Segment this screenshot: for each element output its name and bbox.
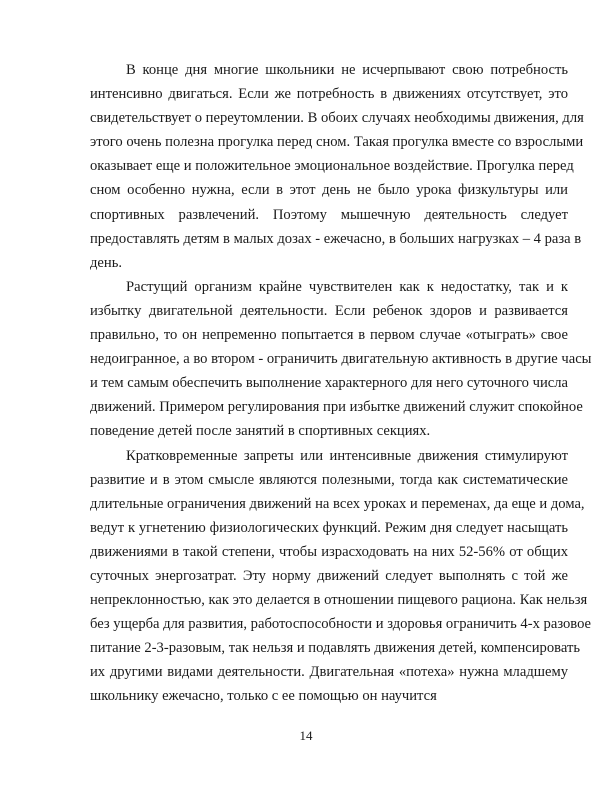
text-line: движениями в такой степени, чтобы израсходовать на них 52-56% от общих	[90, 543, 568, 560]
text-line: поведение детей после занятий в спортивных секциях.	[90, 423, 431, 440]
paragraph-3	[90, 444, 592, 709]
text-line: правильно, то он непременно попытается в первом случае «отыграть» свое	[90, 327, 568, 344]
text-line: оказывает еще и положительное эмоциональное воздействие. Прогулка перед	[90, 158, 574, 175]
text-line: длительные ограничения движений на всех уроках и переменах, да еще и дома,	[90, 495, 585, 512]
text-line: этого очень полезна прогулка перед сном. Такая прогулка вместе со взрослыми	[90, 134, 584, 151]
text-line: Кратковременные запреты или интенсивные движения стимулируют	[126, 447, 568, 464]
text-line: спортивных развлечений. Поэтому мышечную деятельность следует	[90, 206, 568, 223]
text-line: питание 2-3-разовым, так нельзя и подавлять движения детей, компенсировать	[90, 640, 580, 657]
text-line: недоигранное, а во втором - ограничить двигательную активность в другие часы	[90, 351, 592, 368]
text-line: день.	[90, 254, 123, 271]
text-line: В конце дня многие школьники не исчерпывают свою потребность	[126, 62, 568, 78]
text-line: ведут к угнетению физиологических функций. Режим дня следует насыщать	[90, 519, 568, 536]
text-line: их другими видами деятельности. Двигательная «потеха» нужна младшему	[90, 664, 568, 681]
text-line: предоставлять детям в малых дозах - ежечасно, в больших нагрузках – 4 раза в	[90, 230, 582, 247]
text-line: свидетельствует о переутомлении. В обоих случаях необходимы движения, для	[90, 110, 584, 127]
text-line: без ущерба для развития, работоспособности и здоровья ограничить 4-х разовое	[90, 616, 592, 633]
text-line: и тем самым обеспечить выполнение характерного для него суточного числа	[90, 375, 568, 392]
text-line: движений. Примером регулирования при избытке движений служит спокойное	[90, 399, 583, 416]
body-text	[90, 58, 592, 709]
text-line: интенсивно двигаться. Если же потребность в движениях отсутствует, это	[90, 86, 568, 103]
paragraph-1	[90, 58, 584, 275]
page-number: 14	[299, 728, 313, 743]
text-line: развитие и в этом смысле являются полезными, тогда как систематические	[90, 471, 568, 488]
text-line: избытку двигательной деятельности. Если ребенок здоров и развивается	[90, 302, 568, 319]
paragraph-2	[90, 275, 592, 444]
text-line: школьнику ежечасно, только с ее помощью он научится	[90, 688, 437, 705]
text-line: непреклонностью, как это делается в отношении пищевого рациона. Как нельзя	[90, 592, 588, 609]
text-line: сном особенно нужна, если в этот день не было урока физкультуры или	[90, 182, 568, 199]
text-line: Растущий организм крайне чувствителен как к недостатку, так и к	[126, 278, 568, 295]
text-line: суточных энергозатрат. Эту норму движений следует выполнять с той же	[90, 567, 568, 584]
